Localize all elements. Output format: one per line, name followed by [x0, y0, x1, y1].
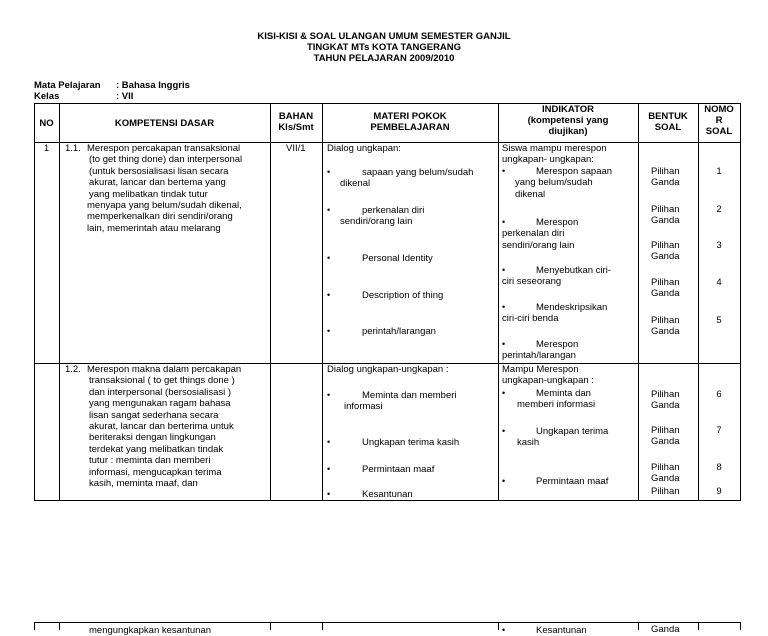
materi-item-line: sapaan yang belum/sudah	[362, 167, 474, 178]
header-nomor-line1: NOMO	[704, 104, 734, 115]
indikator-item-line: Permintaan maaf	[536, 476, 609, 487]
nomor-soal-value: 4	[716, 277, 722, 288]
header-bentuk-soal	[638, 111, 698, 133]
bentuk-soal-value	[651, 486, 680, 497]
materi-item-line: perkenalan diri	[362, 205, 425, 216]
header-bentuk-line2: SOAL	[654, 122, 682, 133]
bentuk-line: Ganda	[651, 288, 680, 300]
header-bentuk-line1: BENTUK	[648, 111, 688, 122]
materi-item-line: Meminta dan memberi	[362, 390, 457, 401]
kd-text	[87, 143, 268, 234]
header-ind-line2: (kompetensi yang	[527, 115, 609, 126]
indikator-item-line: yang belum/sudah	[515, 177, 593, 189]
indikator-item-line: perintah/larangan	[502, 350, 576, 362]
bentuk-soal-value	[651, 166, 680, 189]
kd-line: yang mengunakan ragam bahasa	[89, 398, 231, 410]
indikator-item-line: Merespon	[536, 339, 579, 350]
header-nomor-line3: SOAL	[705, 126, 733, 137]
document-year: TAHUN PELAJARAN 2009/2010	[313, 53, 455, 64]
bullet-icon: •	[327, 437, 331, 447]
materi-item	[327, 464, 495, 475]
subject-value: : Bahasa Inggris	[116, 80, 190, 91]
kd-number: 1.2.	[65, 364, 81, 375]
col-line	[638, 622, 639, 630]
bentuk-line: Ganda	[651, 436, 680, 448]
bullet-icon: •	[327, 253, 331, 263]
bentuk-soal-value	[651, 240, 680, 263]
indikator-item	[502, 217, 636, 251]
indikator-item-line: Merespon sapaan	[536, 166, 613, 177]
bullet-icon: •	[327, 464, 331, 474]
materi-item	[327, 326, 495, 337]
col-line	[638, 103, 639, 501]
nomor-soal-value: 7	[716, 425, 722, 436]
indikator-item-line: Ungkapan terima	[536, 426, 609, 437]
materi-item-line: Permintaan maaf	[362, 464, 435, 475]
materi-heading: Dialog ungkapan-ungkapan :	[327, 364, 449, 375]
col-line	[498, 103, 499, 501]
bentuk-line: Ganda	[651, 251, 680, 263]
subject-label: Mata Pelajaran	[34, 80, 101, 91]
indikator-item-line: ciri seseorang	[502, 276, 562, 288]
row-number: 1	[43, 143, 50, 154]
bullet-icon: •	[502, 302, 506, 312]
indikator-item	[502, 339, 636, 362]
bentuk-line: Pilihan	[651, 204, 680, 215]
col-line	[59, 622, 60, 630]
indikator-item	[502, 388, 636, 411]
bullet-icon: •	[327, 290, 331, 300]
bentuk-soal-value	[651, 315, 680, 338]
kd-line: (to get thing done) dan interpersonal	[89, 154, 243, 166]
nomor-soal-value: 6	[716, 389, 722, 400]
bullet-icon: •	[502, 625, 506, 635]
document-subtitle: TINGKAT MTs KOTA TANGERANG	[306, 42, 462, 53]
header-nomor-line2: R	[715, 115, 723, 126]
bullet-icon: •	[327, 167, 331, 177]
materi-item	[327, 437, 495, 448]
bentuk-soal-value	[651, 204, 680, 227]
kd-line: kasih, meminta maaf, dan	[89, 478, 198, 490]
bentuk-line: Pilihan	[651, 240, 680, 251]
col-line	[740, 622, 741, 630]
materi-item-line: perintah/larangan	[362, 326, 436, 337]
indikator-item-continued	[502, 625, 636, 636]
bullet-icon: •	[502, 166, 506, 176]
indikator-heading-line: ungkapan-ungkapan :	[502, 375, 594, 387]
materi-item	[327, 489, 495, 500]
nomor-soal-value: 2	[716, 204, 722, 215]
indikator-heading-line: Mampu Merespon	[502, 364, 579, 375]
kd-line: akurat, lancar dan bertema yang	[89, 177, 226, 189]
indikator-item-line: Menyebutkan ciri-	[536, 265, 611, 276]
materi-item-line: Description of thing	[362, 290, 444, 301]
bentuk-line: Pilihan	[651, 277, 680, 288]
bentuk-line: Ganda	[651, 215, 680, 227]
bentuk-line: Ganda	[651, 473, 680, 485]
col-line	[34, 622, 35, 630]
nomor-soal-value: 3	[716, 240, 722, 251]
kd-continued: mengungkapkan kesantunan	[89, 625, 212, 636]
col-line	[270, 103, 271, 501]
kd-line: lain, memerintah atau melarang	[87, 222, 221, 234]
indikator-item	[502, 302, 636, 325]
col-line	[498, 622, 499, 630]
bentuk-line: Ganda	[651, 326, 680, 338]
materi-item-line: sendiri/orang lain	[340, 216, 413, 228]
bullet-icon: •	[502, 476, 506, 486]
indikator-heading	[502, 364, 594, 387]
kd-line: yang melibatkan tindak tutur	[89, 188, 208, 200]
header-no: NO	[39, 118, 54, 129]
header-ind-line3: diujikan)	[548, 126, 588, 137]
indikator-item	[502, 265, 636, 288]
materi-item-line: Kesantunan	[362, 489, 413, 500]
materi-item	[327, 290, 495, 301]
document-title: KISI-KISI & SOAL ULANGAN UMUM SEMESTER GANJIL	[257, 31, 511, 42]
kd-line: Merespon percakapan transaksional	[87, 143, 241, 154]
indikator-item-line: Kesantunan	[536, 625, 587, 636]
header-nomor-soal	[698, 104, 740, 137]
bullet-icon: •	[327, 489, 331, 499]
indikator-item-line: Meminta dan	[536, 388, 591, 399]
bentuk-line: Pilihan	[651, 389, 680, 400]
nomor-soal-value: 9	[716, 486, 722, 497]
class-label: Kelas	[34, 91, 60, 102]
col-line	[34, 103, 35, 501]
bullet-icon: •	[502, 339, 506, 349]
table-border-top-page2	[34, 622, 740, 623]
bullet-icon: •	[502, 265, 506, 275]
header-ind-line1: INDIKATOR	[542, 104, 594, 115]
bentuk-line: Pilihan	[651, 315, 680, 326]
bentuk-soal-value	[651, 462, 680, 485]
indikator-item	[502, 476, 636, 487]
kd-line: (untuk bersosialisasi lisan secara	[89, 165, 229, 177]
kd-line: beriteraksi dengan lingkungan	[89, 432, 216, 444]
materi-item	[327, 253, 495, 264]
header-bahan-line2: Kls/Smt	[278, 122, 314, 133]
kd-line: transaksional ( to get things done )	[89, 375, 235, 387]
header-indikator	[498, 104, 638, 137]
bentuk-continued: Ganda	[651, 624, 680, 635]
materi-item-line: dikenal	[340, 178, 371, 190]
kd-line: informasi, mengucapkan terima	[89, 466, 222, 478]
bentuk-line: Ganda	[651, 177, 680, 189]
col-line	[698, 103, 699, 501]
kd-line: terdekat yang melibatkan tindak	[89, 443, 224, 455]
indikator-item-line: memberi informasi	[517, 399, 596, 411]
bahan-value: VII/1	[286, 143, 306, 154]
header-materi-line1: MATERI POKOK	[373, 111, 447, 122]
bentuk-line: Pilihan	[651, 425, 680, 436]
kd-line: tutur : meminta dan memberi	[89, 455, 211, 467]
nomor-soal-value: 8	[716, 462, 722, 473]
class-value: : VII	[116, 91, 134, 102]
materi-item	[327, 390, 495, 413]
kd-line: Merespon makna dalam percakapan	[87, 364, 242, 375]
kd-line: memperkenalkan diri sendiri/orang	[87, 211, 233, 223]
bentuk-line: Pilihan	[651, 486, 680, 497]
bullet-icon: •	[327, 205, 331, 215]
header-materi	[322, 111, 498, 133]
indikator-heading	[502, 143, 607, 166]
header-bahan	[270, 111, 322, 133]
class-line	[34, 91, 133, 102]
indikator-item	[502, 166, 636, 200]
materi-item	[327, 205, 495, 228]
header-kompetensi-dasar: KOMPETENSI DASAR	[114, 118, 215, 129]
col-line	[698, 622, 699, 630]
col-line	[270, 622, 271, 630]
indikator-item-line: sendiri/orang lain	[502, 239, 575, 251]
nomor-soal-value: 1	[716, 166, 722, 177]
kd-number: 1.1.	[65, 143, 81, 154]
bentuk-line: Ganda	[651, 400, 680, 412]
kd-text	[87, 364, 268, 489]
kd-line: dan interpersonal (bersosialisasi )	[89, 386, 232, 398]
col-line	[740, 103, 741, 501]
col-line	[59, 103, 60, 501]
materi-item	[327, 167, 495, 190]
bentuk-soal-value	[651, 389, 680, 412]
indikator-item-line: Merespon	[536, 217, 579, 228]
bullet-icon: •	[502, 388, 506, 398]
indikator-heading-line: ungkapan- ungkapan:	[502, 154, 594, 166]
bullet-icon: •	[502, 217, 506, 227]
bullet-icon: •	[502, 426, 506, 436]
subject-line	[34, 80, 190, 91]
bentuk-soal-value	[651, 277, 680, 300]
header-materi-line2: PEMBELAJARAN	[370, 122, 450, 133]
bentuk-soal-value	[651, 425, 680, 448]
materi-heading: Dialog ungkapan:	[327, 143, 401, 154]
materi-item-line: Ungkapan terima kasih	[362, 437, 460, 448]
indikator-item-line: ciri-ciri benda	[502, 313, 559, 325]
bullet-icon: •	[327, 390, 331, 400]
materi-item-line: Personal Identity	[362, 253, 433, 264]
kd-line: lisan sangat sederhana secara	[89, 409, 219, 421]
indikator-item-line: perkenalan diri	[502, 228, 565, 240]
bullet-icon: •	[327, 326, 331, 336]
indikator-item-line: kasih	[517, 437, 540, 449]
kd-line: akurat, lancar dan berterima untuk	[89, 421, 234, 433]
kd-line: menyapa yang belum/sudah dikenal,	[87, 200, 242, 212]
bentuk-line: Pilihan	[651, 462, 680, 473]
indikator-item	[502, 426, 636, 449]
header-bahan-line1: BAHAN	[278, 111, 314, 122]
bentuk-line: Pilihan	[651, 166, 680, 177]
indikator-item-line: dikenal	[515, 188, 546, 200]
col-line	[322, 622, 323, 630]
materi-item-line: informasi	[344, 401, 383, 413]
indikator-item-line: Mendeskripsikan	[536, 302, 608, 313]
indikator-heading-line: Siswa mampu merespon	[502, 143, 607, 154]
nomor-soal-value: 5	[716, 315, 722, 326]
col-line	[322, 103, 323, 501]
